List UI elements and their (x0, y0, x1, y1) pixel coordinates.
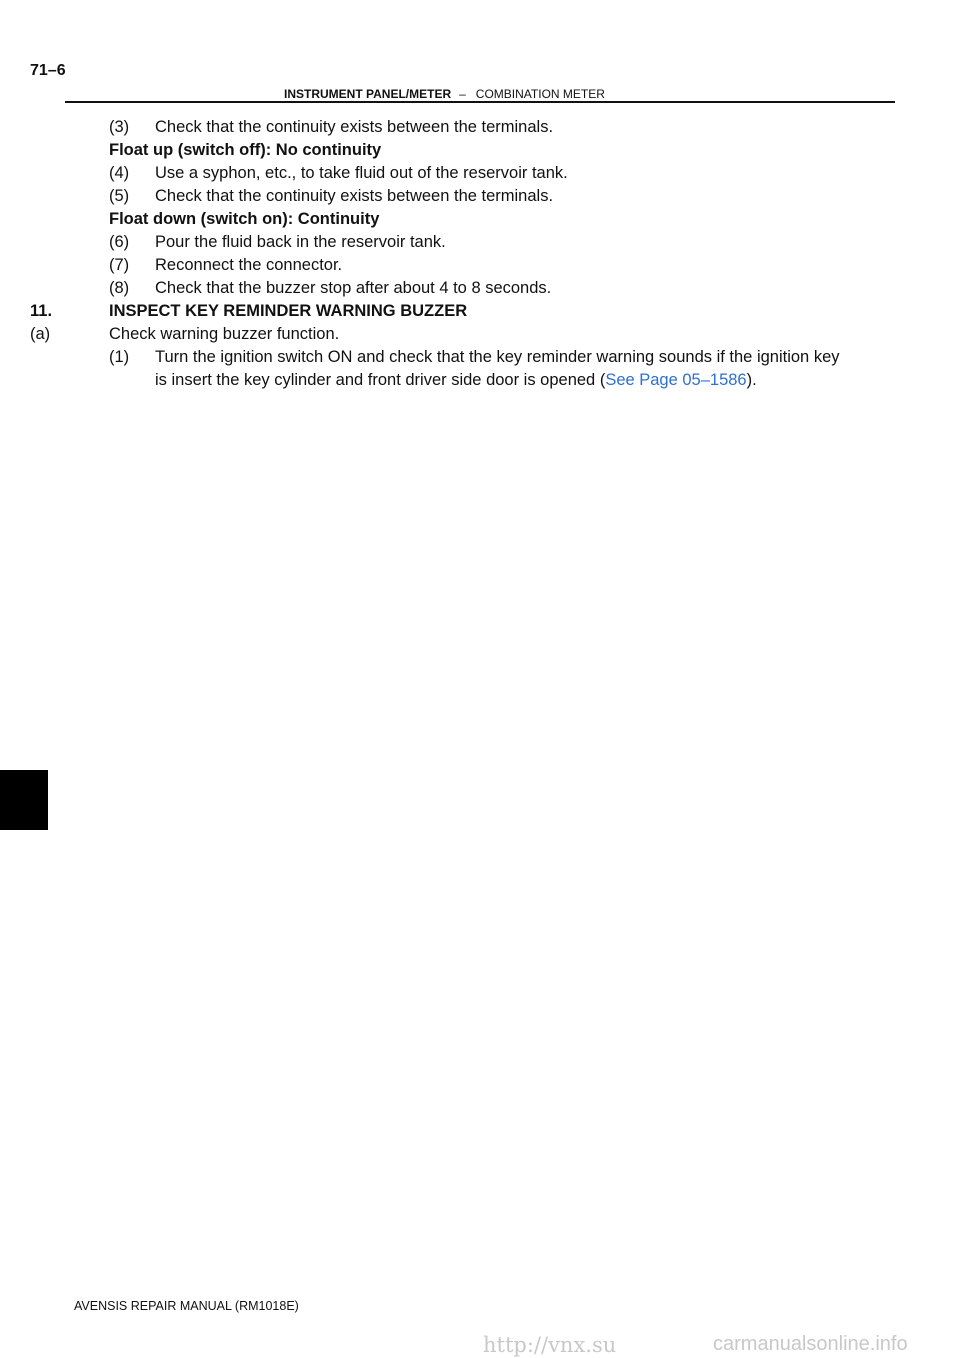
step-number: (3) (109, 118, 130, 136)
step-text: Check that the continuity exists between the terminals. (155, 118, 554, 136)
step-number: (8) (109, 279, 130, 297)
item-heading: INSPECT KEY REMINDER WARNING BUZZER (109, 302, 468, 320)
step-text: Check that the buzzer stop after about 4 to 8 seconds. (155, 279, 552, 297)
item-number: (a) (30, 325, 51, 343)
see-page-link[interactable]: See Page 05–1586 (605, 371, 747, 389)
sub-step-1-line2 (155, 370, 757, 390)
item-text: Check warning buzzer function. (109, 325, 340, 343)
step-text-line2: is insert the key cylinder and front driver side door is opened ( (155, 371, 606, 389)
section-title: INSTRUMENT PANEL/METER (284, 87, 452, 101)
step-number: (1) (109, 348, 130, 366)
section-tab-marker (0, 770, 48, 830)
step-text: Check that the continuity exists between the terminals. (155, 187, 554, 205)
header-rule (65, 101, 895, 103)
step-text: Reconnect the connector. (155, 256, 343, 274)
watermark-vnx: http://vnx.su (483, 1333, 617, 1357)
step-number: (4) (109, 164, 130, 182)
footer-manual-title: AVENSIS REPAIR MANUAL (RM1018E) (74, 1299, 299, 1313)
step-number: (6) (109, 233, 130, 251)
step-text: Use a syphon, etc., to take fluid out of the reservoir tank. (155, 164, 568, 182)
float-down-result: Float down (switch on): Continuity (109, 210, 380, 228)
step-text: Pour the fluid back in the reservoir tank. (155, 233, 446, 251)
step-number: (7) (109, 256, 130, 274)
page-number: 71–6 (30, 62, 66, 79)
header-title (284, 87, 605, 101)
watermark-carmanuals: carmanualsonline.info (713, 1333, 908, 1355)
step-text-line1: Turn the ignition switch ON and check that the key reminder warning sounds if the ignition key (155, 348, 840, 366)
step-text-line2-end: ). (746, 371, 757, 389)
subsection-title: COMBINATION METER (475, 87, 605, 101)
header-dash: – (459, 87, 466, 101)
step-number: (5) (109, 187, 130, 205)
float-up-result: Float up (switch off): No continuity (109, 141, 382, 159)
item-number: 11. (30, 302, 53, 320)
